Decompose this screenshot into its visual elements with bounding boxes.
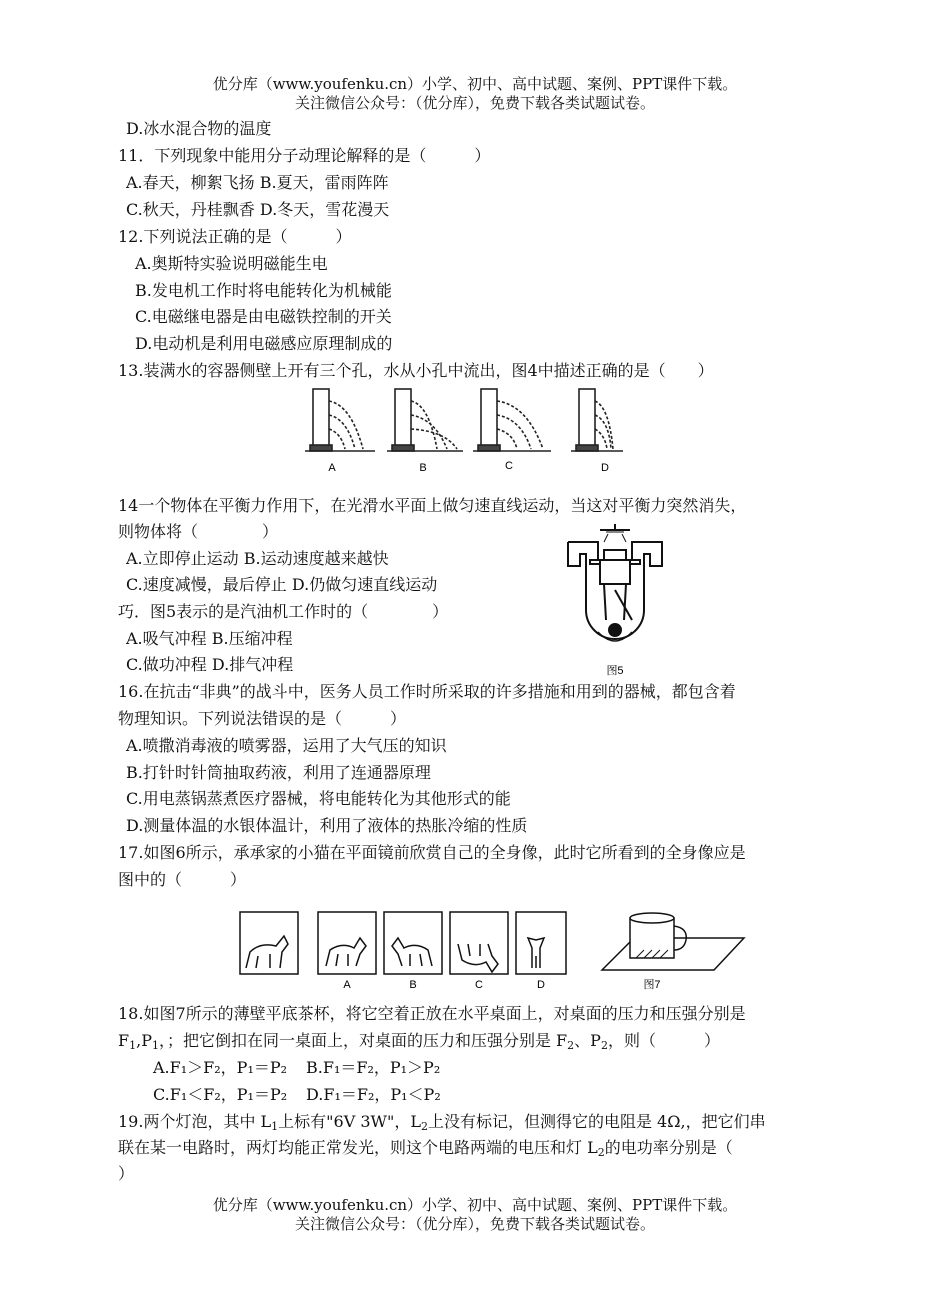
- q11-options-ab: A.春天，柳絮飞扬 B.夏天，雷雨阵阵: [126, 173, 389, 192]
- q16-option-b: B.打针时针筒抽取药液，利用了连通器原理: [126, 763, 431, 782]
- container-b: [387, 389, 463, 451]
- container-c: [473, 389, 551, 451]
- q16-stem-line-2: 物理知识。下列说法错误的是（ ）: [118, 709, 407, 728]
- fig4-label-d: D: [601, 462, 609, 474]
- fig6-label-b: B: [409, 979, 417, 990]
- q14-stem-line-2: 则物体将（ ）: [118, 522, 279, 541]
- figure-6-cat-mirror-and-figure-7-cup: [236, 908, 748, 990]
- q18-stem-line-2: $F_1,P_1$，；把它倒扣在同一桌面上，对桌面的压力和压强分别是 $F_2$、$P_2$，则（ ）: [118, 1031, 720, 1052]
- q12-stem: 12.下列说法正确的是（ ）: [118, 227, 352, 246]
- header-line-1: 优分库（www.youfenku.cn）小学、初中、高中试题、案例、PPT课件下载。: [212, 75, 738, 93]
- q14-options-ab: A.立即停止运动 B.运动速度越来越快: [126, 549, 389, 568]
- q18-option-a: A.F₁＞F₂，P₁＝P₂: [153, 1058, 288, 1077]
- q15-options-cd: C.做功冲程 D.排气冲程: [126, 655, 294, 674]
- q14-stem-line-1: 14一个物体在平衡力作用下，在光滑水平面上做匀速直线运动，当这对平衡力突然消失，: [118, 496, 747, 515]
- cat-d: [528, 938, 544, 968]
- q15-stem: 巧．图5表示的是汽油机工作时的（ ）: [118, 602, 449, 621]
- fig6-label-c: C: [475, 979, 483, 990]
- q16-option-d: D.测量体温的水银体温计，利用了液体的热胀冷缩的性质: [126, 816, 528, 835]
- cat-d-frame: [516, 912, 566, 974]
- q18-option-c: C.F₁＜F₂，P₁＝P₂: [153, 1085, 288, 1104]
- figure-4-water-containers: [305, 385, 625, 477]
- q12-option-c: C.电磁继电器是由电磁铁控制的开关: [135, 307, 392, 326]
- fig5-label: 图5: [606, 665, 624, 677]
- container-d: [571, 389, 623, 451]
- q15-options-ab: A.吸气冲程 B.压缩冲程: [126, 629, 293, 648]
- container-a: [305, 389, 375, 451]
- q19-stem-line-2: 联在某一电路时，两灯均能正常发光，则这个电路两端的电压和灯 $L_2$的电功率分别是（: [118, 1138, 733, 1159]
- cup-body: [630, 918, 674, 958]
- fig6-label-a: A: [343, 979, 351, 990]
- cat-b: [392, 938, 432, 966]
- footer-line-1: 优分库（www.youfenku.cn）小学、初中、高中试题、案例、PPT课件下载。: [212, 1196, 738, 1214]
- q12-option-b: B.发电机工作时将电能转化为机械能: [135, 281, 392, 300]
- cat-a: [326, 938, 366, 966]
- cat-original-frame: [240, 912, 298, 974]
- q18-option-b: B.F₁＝F₂，P₁＞P₂: [306, 1058, 441, 1077]
- fig4-label-c: C: [505, 460, 513, 472]
- cup-rim: [630, 913, 674, 923]
- q16-option-c: C.用电蒸锅蒸煮医疗器械，将电能转化为其他形式的能: [126, 789, 511, 808]
- cat-c: [458, 944, 498, 972]
- q18-option-d: D.F₁＝F₂，P₁＜P₂: [306, 1085, 441, 1104]
- q19-stem-line-3: ）: [118, 1164, 135, 1183]
- q11-stem: 11．下列现象中能用分子动理论解释的是（ ）: [118, 146, 491, 165]
- figure-5-gasoline-engine: [560, 520, 670, 680]
- q16-stem-line-1: 16.在抗击“非典”的战斗中，医务人员工作时所采取的许多措施和用到的器械，都包含着: [118, 682, 736, 701]
- q18-stem-line-1: 18.如图7所示的薄壁平底茶杯，将它空着正放在水平桌面上，对桌面的压力和压强分别是: [118, 1004, 746, 1023]
- fig4-label-a: A: [328, 462, 336, 474]
- q16-option-a: A.喷撒消毒液的喷雾器，运用了大气压的知识: [126, 736, 447, 755]
- fig6-label-d: D: [537, 979, 545, 990]
- q13-stem: 13.装满水的容器侧壁上开有三个孔，水从小孔中流出，图4中描述正确的是（ ）: [118, 361, 714, 380]
- cat-original: [246, 936, 288, 968]
- fig4-label-b: B: [419, 462, 427, 474]
- fig7-label: 图7: [643, 979, 661, 990]
- q12-option-d: D.电动机是利用电磁感应原理制成的: [135, 334, 393, 353]
- footer-line-2: 关注微信公众号：（优分库），免费下载各类试题试卷。: [294, 1215, 655, 1233]
- q14-options-cd: C.速度减慢，最后停止 D.仍做匀速直线运动: [126, 575, 438, 594]
- q19-stem-line-1: 19.两个灯泡，其中 $L_1$上标有"6V 3W"，$L_2$上没有标记，但测得它的电阻是 4Ω,，把它们串: [118, 1112, 766, 1133]
- q12-option-a: A.奥斯特实验说明磁能生电: [135, 254, 328, 273]
- cat-b-frame: [384, 912, 442, 974]
- q17-stem-line-1: 17.如图6所示，承承家的小猫在平面镜前欣赏自己的全身像，此时它所看到的全身像应是: [118, 843, 746, 862]
- q17-stem-line-2: 图中的（ ）: [118, 870, 247, 889]
- q10-option-d: D.冰水混合物的温度: [126, 119, 272, 138]
- q11-options-cd: C.秋天，丹桂飘香 D.冬天，雪花漫天: [126, 200, 390, 219]
- header-line-2: 关注微信公众号：（优分库），免费下载各类试题试卷。: [294, 94, 655, 112]
